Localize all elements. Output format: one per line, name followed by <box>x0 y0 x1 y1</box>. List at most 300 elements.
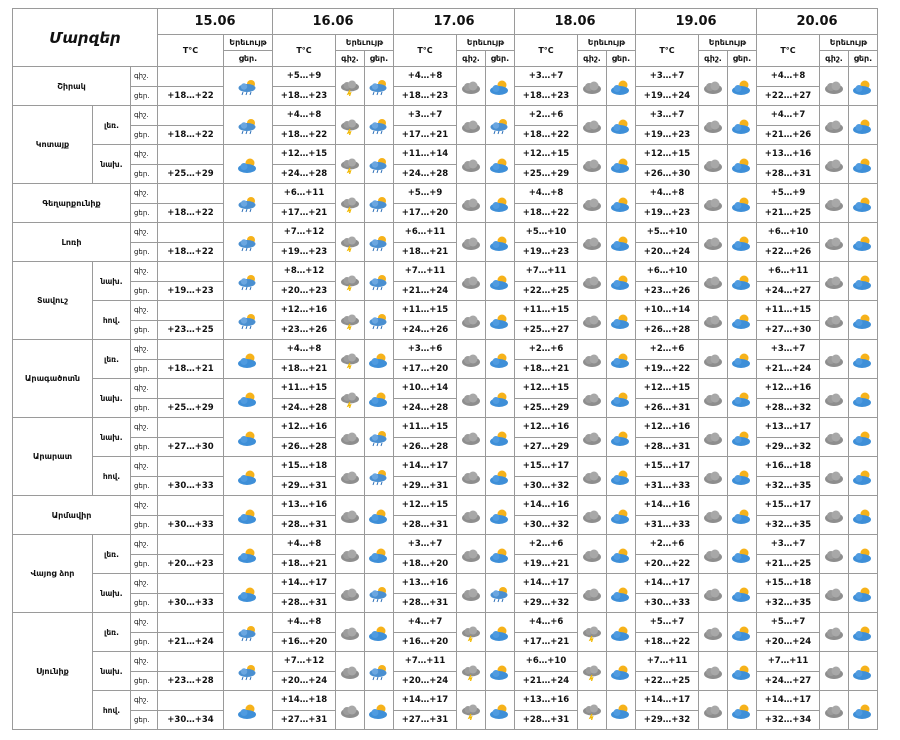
icon-cell <box>457 145 486 184</box>
cloud-icon <box>339 703 361 720</box>
table-row <box>13 691 878 711</box>
icon-cell <box>486 145 515 184</box>
icon-cell <box>849 496 878 535</box>
temp-cell: +21…+25 <box>757 203 820 223</box>
sun-cloud-icon <box>489 157 511 174</box>
icon-cell <box>486 535 515 574</box>
sun-cloud-icon <box>489 547 511 564</box>
cloud-icon <box>702 703 724 720</box>
time-of-day: գիշ. <box>131 652 158 672</box>
temp-cell: +21…+25 <box>757 554 820 574</box>
icon-cell <box>699 379 728 418</box>
temp-cell: +14…+16 <box>515 496 578 516</box>
cloud-thunder-icon <box>339 79 361 96</box>
icon-cell <box>607 691 636 730</box>
sun-cloud-icon <box>610 430 632 447</box>
cloud-icon <box>460 586 482 603</box>
sun-cloud-icon <box>237 703 259 720</box>
temp-cell: +24…+26 <box>394 320 457 340</box>
sun-cloud-icon <box>852 79 874 96</box>
icon-cell <box>486 223 515 262</box>
day-subheader: ցեր. <box>486 51 515 67</box>
sun-cloud-icon <box>852 625 874 642</box>
temp-header: T°C <box>158 35 224 67</box>
temp-cell: +18…+22 <box>273 125 336 145</box>
cloud-icon <box>823 274 845 291</box>
temp-cell: +10…+14 <box>636 301 699 321</box>
temp-cell: +5…+10 <box>515 223 578 243</box>
temp-cell: +30…+32 <box>515 476 578 496</box>
temp-cell <box>158 496 224 516</box>
icon-cell <box>820 262 849 301</box>
temp-cell: +27…+30 <box>757 320 820 340</box>
temp-cell <box>158 535 224 555</box>
region-name: Արարատ <box>13 418 93 496</box>
sun-cloud-icon <box>610 664 632 681</box>
temp-cell: +14…+18 <box>273 691 336 711</box>
temp-cell: +11…+15 <box>273 379 336 399</box>
icon-cell <box>849 691 878 730</box>
temp-cell: +24…+27 <box>757 281 820 301</box>
icon-cell <box>820 301 849 340</box>
sun-cloud-icon <box>489 508 511 525</box>
temp-cell: +26…+28 <box>394 437 457 457</box>
sun-cloud-icon <box>852 664 874 681</box>
sun-cloud-icon <box>368 391 390 408</box>
sun-cloud-icon <box>731 313 753 330</box>
temp-cell <box>158 223 224 243</box>
table-row <box>13 301 878 321</box>
icon-cell <box>728 301 757 340</box>
cloud-icon <box>581 235 603 252</box>
temp-cell: +21…+24 <box>394 281 457 301</box>
icon-cell <box>457 652 486 691</box>
icon-cell <box>607 535 636 574</box>
icon-cell <box>849 418 878 457</box>
sun-cloud-icon <box>852 703 874 720</box>
temp-cell: +23…+26 <box>636 281 699 301</box>
icon-cell <box>457 340 486 379</box>
temp-cell <box>158 340 224 360</box>
temp-cell: +4…+8 <box>757 67 820 87</box>
cloud-icon <box>581 586 603 603</box>
icon-cell <box>457 223 486 262</box>
icon-cell <box>578 613 607 652</box>
time-of-day: գիշ. <box>131 262 158 282</box>
icon-cell <box>728 184 757 223</box>
icon-cell <box>607 418 636 457</box>
cloud-thunder-icon <box>339 352 361 369</box>
area-label: նախ. <box>93 652 131 691</box>
date-header: 19.06 <box>636 9 757 35</box>
cloud-icon <box>823 430 845 447</box>
sun-cloud-icon <box>489 703 511 720</box>
icon-cell <box>578 67 607 106</box>
temp-cell: +27…+29 <box>515 437 578 457</box>
temp-cell: +3…+7 <box>757 340 820 360</box>
time-of-day: ցեր. <box>131 242 158 262</box>
icon-cell <box>820 184 849 223</box>
icon-cell <box>728 691 757 730</box>
icon-cell <box>820 574 849 613</box>
temp-cell: +25…+29 <box>158 164 224 184</box>
time-of-day: գիշ. <box>131 184 158 204</box>
icon-cell <box>224 496 273 535</box>
temp-cell: +11…+14 <box>394 145 457 165</box>
sun-cloud-icon <box>610 508 632 525</box>
forecast-table-wrapper <box>12 8 878 730</box>
icon-cell <box>457 613 486 652</box>
temp-cell: +16…+20 <box>394 632 457 652</box>
time-of-day: ցեր. <box>131 593 158 613</box>
time-of-day: գիշ. <box>131 379 158 399</box>
sun-cloud-icon <box>489 235 511 252</box>
temp-cell: +28…+31 <box>273 593 336 613</box>
temp-cell: +6…+11 <box>273 184 336 204</box>
icon-cell <box>486 574 515 613</box>
cloud-icon <box>581 157 603 174</box>
cloud-icon <box>581 547 603 564</box>
temp-cell <box>158 106 224 126</box>
icon-cell <box>365 535 394 574</box>
date-header: 17.06 <box>394 9 515 35</box>
cloud-icon <box>823 664 845 681</box>
temp-cell: +15…+17 <box>515 457 578 477</box>
temp-cell: +18…+22 <box>158 242 224 262</box>
area-label: լեռ. <box>93 613 131 652</box>
sun-cloud-icon <box>852 469 874 486</box>
sun-cloud-icon <box>731 586 753 603</box>
time-of-day: գիշ. <box>131 223 158 243</box>
temp-cell: +19…+24 <box>636 86 699 106</box>
icon-cell <box>607 301 636 340</box>
icon-cell <box>365 652 394 691</box>
icon-cell <box>578 106 607 145</box>
temp-cell: +14…+17 <box>636 574 699 594</box>
region-name: Արագածոտն <box>13 340 93 418</box>
icon-cell <box>699 496 728 535</box>
sun-cloud-icon <box>731 625 753 642</box>
temp-cell <box>158 418 224 438</box>
temp-cell: +14…+17 <box>394 457 457 477</box>
phenomenon-header: Երեւույթ <box>224 35 273 51</box>
icon-cell <box>699 145 728 184</box>
temp-cell: +25…+27 <box>515 320 578 340</box>
temp-cell: +15…+17 <box>757 496 820 516</box>
icon-cell <box>578 262 607 301</box>
icon-cell <box>486 184 515 223</box>
day-subheader: ցեր. <box>224 51 273 67</box>
temp-cell: +20…+24 <box>273 671 336 691</box>
region-name: Գեղարքունիք <box>13 184 131 223</box>
icon-cell <box>607 379 636 418</box>
cloud-icon <box>339 547 361 564</box>
temp-cell <box>158 145 224 165</box>
temp-cell: +25…+29 <box>515 164 578 184</box>
icon-cell <box>224 145 273 184</box>
icon-cell <box>820 379 849 418</box>
temp-cell: +26…+31 <box>636 398 699 418</box>
sun-cloud-icon <box>731 352 753 369</box>
sun-cloud-icon <box>852 508 874 525</box>
sun-cloud-icon <box>852 313 874 330</box>
sun-cloud-rain-icon <box>237 196 259 213</box>
sun-cloud-rain-icon <box>368 664 390 681</box>
temp-cell: +15…+18 <box>757 574 820 594</box>
icon-cell <box>578 418 607 457</box>
area-label: հով. <box>93 301 131 340</box>
temp-cell <box>158 574 224 594</box>
temp-cell: +17…+20 <box>394 203 457 223</box>
date-header: 20.06 <box>757 9 878 35</box>
temp-cell: +12…+16 <box>273 418 336 438</box>
temp-cell: +28…+31 <box>394 593 457 613</box>
sun-cloud-icon <box>731 508 753 525</box>
temp-cell: +8…+12 <box>273 262 336 282</box>
icon-cell <box>224 301 273 340</box>
icon-cell <box>336 184 365 223</box>
sun-cloud-icon <box>368 703 390 720</box>
temp-cell: +5…+7 <box>757 613 820 633</box>
region-name: Սյունիք <box>13 613 93 730</box>
temp-cell: +3…+7 <box>636 67 699 87</box>
area-label: նախ. <box>93 262 131 301</box>
icon-cell <box>607 613 636 652</box>
cloud-thunder-icon <box>581 625 603 642</box>
cloud-icon <box>702 118 724 135</box>
sun-cloud-rain-icon <box>368 157 390 174</box>
time-of-day: գիշ. <box>131 301 158 321</box>
sun-cloud-icon <box>731 469 753 486</box>
temp-cell: +29…+32 <box>757 437 820 457</box>
sun-cloud-icon <box>610 118 632 135</box>
temp-cell: +5…+9 <box>394 184 457 204</box>
icon-cell <box>486 379 515 418</box>
cloud-icon <box>702 391 724 408</box>
sun-cloud-icon <box>610 391 632 408</box>
temp-header: T°C <box>636 35 699 67</box>
cloud-icon <box>823 313 845 330</box>
temp-cell: +11…+15 <box>757 301 820 321</box>
sun-cloud-icon <box>610 703 632 720</box>
cloud-icon <box>460 391 482 408</box>
temp-cell: +3…+7 <box>394 106 457 126</box>
sun-cloud-icon <box>610 157 632 174</box>
sun-cloud-rain-icon <box>489 586 511 603</box>
cloud-thunder-icon <box>339 118 361 135</box>
icon-cell <box>336 145 365 184</box>
region-name: Տավուշ <box>13 262 93 340</box>
cloud-icon <box>460 157 482 174</box>
temp-cell: +29…+31 <box>273 476 336 496</box>
cloud-icon <box>581 118 603 135</box>
sun-cloud-icon <box>489 625 511 642</box>
sun-cloud-icon <box>489 430 511 447</box>
time-of-day: ցեր. <box>131 359 158 379</box>
icon-cell <box>336 379 365 418</box>
area-label: լեռ. <box>93 340 131 379</box>
icon-cell <box>365 223 394 262</box>
temp-cell: +17…+20 <box>394 359 457 379</box>
icon-cell <box>457 418 486 457</box>
icon-cell <box>336 652 365 691</box>
temp-cell: +4…+8 <box>394 67 457 87</box>
time-of-day: գիշ. <box>131 67 158 87</box>
icon-cell <box>457 184 486 223</box>
temp-cell: +3…+6 <box>394 340 457 360</box>
night-subheader: գիշ. <box>699 51 728 67</box>
cloud-thunder-icon <box>460 664 482 681</box>
sun-cloud-icon <box>852 274 874 291</box>
cloud-icon <box>581 469 603 486</box>
sun-cloud-rain-icon <box>237 235 259 252</box>
temp-cell: +12…+16 <box>636 418 699 438</box>
icon-cell <box>224 535 273 574</box>
icon-cell <box>457 457 486 496</box>
sun-cloud-icon <box>852 430 874 447</box>
temp-cell: +31…+33 <box>636 515 699 535</box>
cloud-thunder-icon <box>339 235 361 252</box>
icon-cell <box>224 613 273 652</box>
phenomenon-header: Երեւույթ <box>578 35 636 51</box>
temp-cell: +5…+7 <box>636 613 699 633</box>
sun-cloud-icon <box>237 547 259 564</box>
temp-cell: +30…+32 <box>515 515 578 535</box>
temp-cell: +18…+21 <box>158 359 224 379</box>
cloud-icon <box>702 313 724 330</box>
temp-cell: +12…+16 <box>757 379 820 399</box>
icon-cell <box>849 379 878 418</box>
cloud-icon <box>702 469 724 486</box>
cloud-icon <box>460 313 482 330</box>
icon-cell <box>578 301 607 340</box>
icon-cell <box>457 496 486 535</box>
icon-cell <box>849 652 878 691</box>
cloud-icon <box>823 118 845 135</box>
temp-cell: +16…+20 <box>273 632 336 652</box>
temp-cell: +5…+9 <box>757 184 820 204</box>
time-of-day: ցեր. <box>131 398 158 418</box>
temp-cell: +20…+23 <box>273 281 336 301</box>
cloud-icon <box>581 274 603 291</box>
temp-cell: +18…+20 <box>394 554 457 574</box>
cloud-icon <box>702 235 724 252</box>
temp-cell: +7…+12 <box>273 223 336 243</box>
cloud-icon <box>460 430 482 447</box>
temp-cell: +12…+16 <box>515 418 578 438</box>
icon-cell <box>849 613 878 652</box>
icon-cell <box>699 223 728 262</box>
cloud-thunder-icon <box>460 703 482 720</box>
phenomenon-header: Երեւույթ <box>336 35 394 51</box>
icon-cell <box>849 574 878 613</box>
time-of-day: ցեր. <box>131 632 158 652</box>
temp-cell: +21…+24 <box>158 632 224 652</box>
icon-cell <box>365 691 394 730</box>
icon-cell <box>336 574 365 613</box>
day-subheader: ցեր. <box>849 51 878 67</box>
time-of-day: ցեր. <box>131 125 158 145</box>
temp-cell: +4…+7 <box>757 106 820 126</box>
sun-cloud-icon <box>852 586 874 603</box>
temp-cell: +26…+28 <box>273 437 336 457</box>
icon-cell <box>849 67 878 106</box>
temp-cell: +23…+25 <box>158 320 224 340</box>
temp-cell: +12…+15 <box>636 145 699 165</box>
sun-cloud-icon <box>489 79 511 96</box>
time-of-day: ցեր. <box>131 671 158 691</box>
temp-cell <box>158 457 224 477</box>
day-subheader: ցեր. <box>728 51 757 67</box>
sun-cloud-icon <box>368 625 390 642</box>
table-row <box>13 535 878 555</box>
temp-cell: +2…+6 <box>636 340 699 360</box>
sun-cloud-icon <box>237 469 259 486</box>
icon-cell <box>820 418 849 457</box>
cloud-icon <box>823 469 845 486</box>
icon-cell <box>849 535 878 574</box>
table-row <box>13 496 878 516</box>
icon-cell <box>728 535 757 574</box>
icon-cell <box>224 262 273 301</box>
sun-cloud-icon <box>237 157 259 174</box>
temp-cell: +19…+23 <box>158 281 224 301</box>
time-of-day: գիշ. <box>131 106 158 126</box>
cloud-thunder-icon <box>339 313 361 330</box>
cloud-thunder-icon <box>339 196 361 213</box>
temp-cell: +2…+6 <box>515 340 578 360</box>
icon-cell <box>607 145 636 184</box>
icon-cell <box>224 340 273 379</box>
cloud-icon <box>460 196 482 213</box>
cloud-icon <box>823 508 845 525</box>
phenomenon-header: Երեւույթ <box>699 35 757 51</box>
icon-cell <box>486 301 515 340</box>
icon-cell <box>699 652 728 691</box>
temp-header: T°C <box>515 35 578 67</box>
icon-cell <box>820 106 849 145</box>
icon-cell <box>728 262 757 301</box>
temp-cell <box>158 613 224 633</box>
sun-cloud-rain-icon <box>368 118 390 135</box>
icon-cell <box>457 535 486 574</box>
icon-cell <box>365 340 394 379</box>
sun-cloud-rain-icon <box>368 274 390 291</box>
temp-cell: +22…+27 <box>757 86 820 106</box>
icon-cell <box>365 106 394 145</box>
temp-cell: +6…+10 <box>636 262 699 282</box>
icon-cell <box>699 691 728 730</box>
sun-cloud-icon <box>489 196 511 213</box>
temp-cell: +28…+31 <box>273 515 336 535</box>
cloud-icon <box>702 586 724 603</box>
date-header: 15.06 <box>158 9 273 35</box>
temp-cell: +11…+15 <box>394 301 457 321</box>
cloud-icon <box>460 274 482 291</box>
icon-cell <box>849 457 878 496</box>
cloud-icon <box>460 508 482 525</box>
icon-cell <box>365 184 394 223</box>
temp-cell: +12…+15 <box>636 379 699 399</box>
cloud-icon <box>581 391 603 408</box>
temp-cell: +27…+30 <box>158 437 224 457</box>
sun-cloud-rain-icon <box>368 313 390 330</box>
temp-cell <box>158 262 224 282</box>
time-of-day: գիշ. <box>131 691 158 711</box>
temp-cell: +6…+11 <box>394 223 457 243</box>
table-row <box>13 340 878 360</box>
icon-cell <box>607 496 636 535</box>
